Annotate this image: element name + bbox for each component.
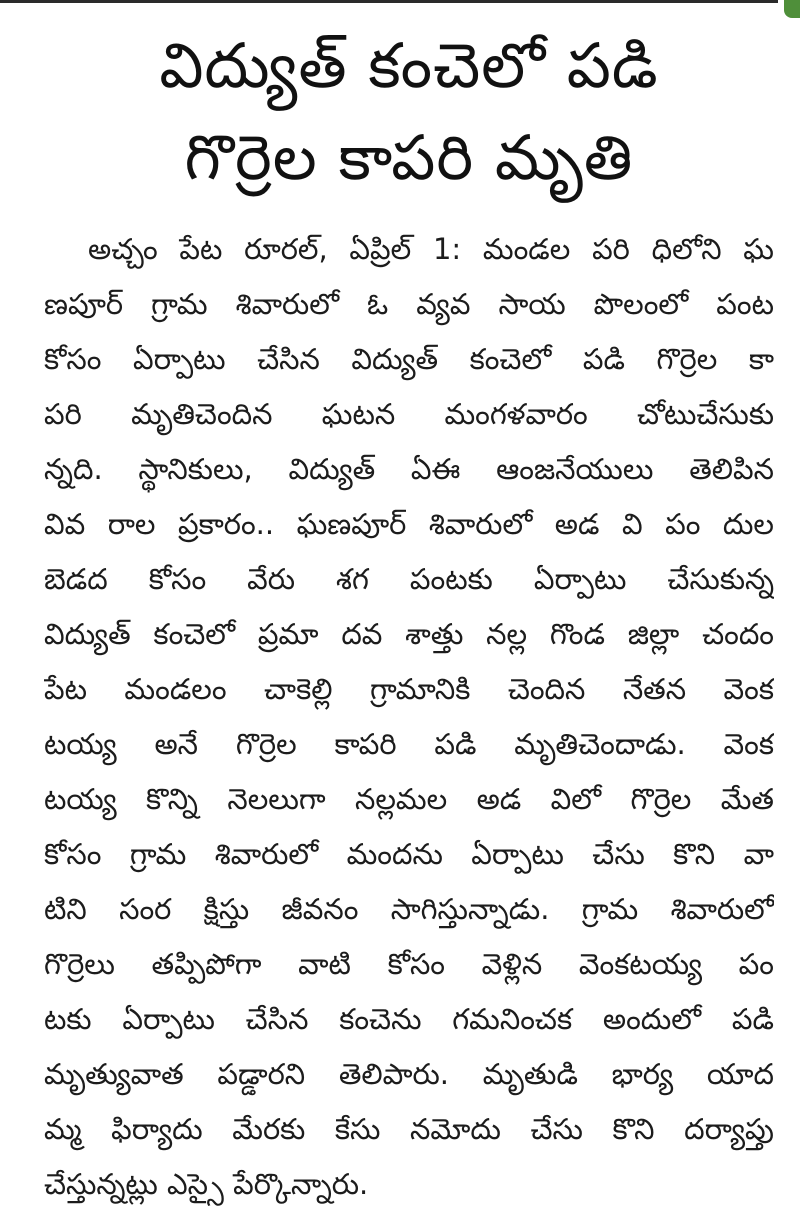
body-line: పరి మృతిచెందిన ఘటన మంగళవారం చోటుచేసుకు [44,397,774,431]
body-line: న్నది. స్థానికులు, విద్యుత్ ఏఈ ఆంజనేయులు తెలిపిన [44,452,774,486]
body-line: మ్మ ఫిర్యాదు మేరకు కేసు నమోదు చేసు కొని దర్యాప్తు [44,1112,774,1146]
body-line: వివ రాల ప్రకారం.. ఘణపూర్ శివారులో అడ వి పం దుల [44,507,774,541]
body-line: చేస్తున్నట్లు ఎస్సై పేర్కొన్నారు. [44,1167,369,1201]
body-line: మృత్యువాత పడ్డారని తెలిపారు. మృతుడి భార్య యాద [44,1057,774,1091]
body-line: గొర్రెలు తప్పిపోగా వాటి కోసం వెళ్లిన వెంకటయ్య పం [44,947,774,981]
body-line: బెడద కోసం వేరు శగ పంటకు ఏర్పాటు చేసుకున్న [44,562,774,596]
news-article [44,20,774,1212]
body-line: పేట మండలం చాకెల్లి గ్రామానికి చెందిన నేతన వెంక [44,672,774,706]
headline [44,20,774,204]
body-line: టకు ఏర్పాటు చేసిన కంచెను గమనించక అందులో పడి [44,1002,774,1036]
body-line: అచ్చం పేట రూరల్, ఏప్రిల్ 1: మండల పరి ధిలోని ఘ [88,232,774,266]
body-line: టయ్య కొన్ని నెలలుగా నల్లమల అడ విలో గొర్రెల మేత [44,782,774,816]
body-line: కోసం ఏర్పాటు చేసిన విద్యుత్ కంచెలో పడి గొర్రెల కా [44,342,774,376]
body-line: టిని సంర క్షిస్తు జీవనం సాగిస్తున్నాడు. గ్రామ శివారులో [44,892,774,926]
body-line: కోసం గ్రామ శివారులో మందను ఏర్పాటు చేసు కొని వా [44,837,774,871]
body-line: టయ్య అనే గొర్రెల కాపరి పడి మృతిచెందాడు. వెంక [44,727,774,761]
top-rule [0,0,778,3]
body-line: ణపూర్ గ్రామ శివారులో ఓ వ్యవ సాయ పొలంలో పంట [44,287,774,321]
body-line: విద్యుత్ కంచెలో ప్రమా దవ శాత్తు నల్ల గొండ జిల్లా చందం [44,617,774,651]
headline-line-1: విద్యుత్ కంచెలో పడి [159,29,659,102]
article-body [44,222,774,1212]
corner-mark [784,0,800,18]
headline-line-2: గొర్రెల కాపరి మృతి [184,121,634,194]
